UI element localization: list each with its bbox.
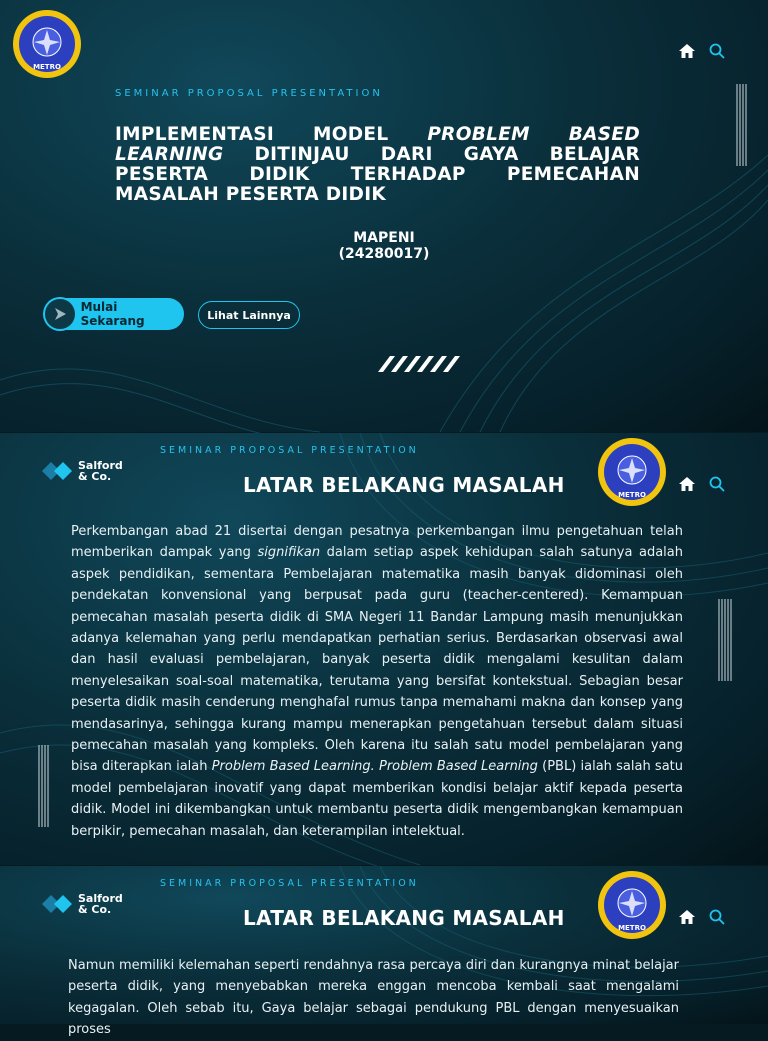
start-button[interactable]	[44, 298, 184, 330]
eyebrow-text: SEMINAR PROPOSAL PRESENTATION	[160, 878, 419, 889]
salford-logo-icon	[42, 894, 74, 914]
decorative-vertical-lines	[38, 745, 52, 831]
background-slide-2	[0, 866, 768, 1038]
brand-line1: Salford	[78, 459, 123, 472]
decorative-stripes	[378, 356, 460, 378]
brand-line1: Salford	[78, 892, 123, 905]
eyebrow-text: SEMINAR PROPOSAL PRESENTATION	[115, 88, 383, 99]
brand-line2: & Co.	[78, 470, 112, 483]
salford-logo-icon	[42, 461, 74, 481]
home-icon[interactable]	[678, 908, 696, 930]
search-icon[interactable]	[708, 42, 726, 64]
play-icon	[43, 297, 77, 331]
see-more-button[interactable]: Lihat Lainnya	[198, 301, 300, 329]
top-nav	[678, 908, 726, 930]
search-icon[interactable]	[708, 475, 726, 497]
svg-text:METRO: METRO	[618, 924, 646, 932]
salford-brand	[42, 460, 123, 482]
background-slide-1	[0, 433, 768, 865]
brand-line2: & Co.	[78, 903, 112, 916]
top-nav	[678, 42, 726, 64]
university-seal	[597, 437, 667, 507]
university-seal	[597, 870, 667, 940]
section-heading: LATAR BELAKANG MASALAH	[243, 906, 565, 930]
eyebrow-text: SEMINAR PROPOSAL PRESENTATION	[160, 445, 419, 456]
top-nav	[678, 475, 726, 497]
presentation-title: IMPLEMENTASI MODEL PROBLEM BASED LEARNING DITINJAU DARI GAYA BELAJAR PESERTA DIDIK TERHADAP PEMECAHAN MASALAH PESERTA DIDIK	[115, 124, 641, 205]
svg-text:METRO: METRO	[33, 63, 61, 71]
section-heading: LATAR BELAKANG MASALAH	[243, 473, 565, 497]
author-id: (24280017)	[338, 246, 430, 262]
svg-text:METRO: METRO	[618, 491, 646, 499]
home-icon[interactable]	[678, 42, 696, 64]
home-icon[interactable]	[678, 475, 696, 497]
title-slide	[0, 0, 768, 432]
author-name: MAPENI	[353, 230, 415, 246]
decorative-vertical-lines	[736, 84, 748, 170]
search-icon[interactable]	[708, 908, 726, 930]
decorative-vertical-lines	[718, 599, 732, 685]
salford-brand	[42, 893, 123, 915]
body-text: Namun memiliki kelemahan seperti rendahnya rasa percaya diri dan kurangnya minat belajar peserta didik, yang menyebabkan mereka enggan mencoba kembali saat mengalami kegagalan. Oleh sebab itu, Gaya belajar sebagai pendukung PBL dengan menyesuaikan proses	[68, 958, 679, 1038]
university-seal	[12, 9, 82, 79]
start-button-label: Mulai Sekarang	[80, 300, 145, 328]
body-text: Perkembangan abad 21 disertai dengan pesatnya perkembangan ilmu pengetahuan telah memberikan dampak yang signifikan dalam setiap aspek kehidupan salah satunya adalah aspek pendidikan, sementara Pembelajaran matematika masih banyak didominasi oleh pendekatan konvensional yang berpusat pada guru (teacher-centered). Kemampuan pemecahan masalah peserta didik di SMA Negeri 11 Bandar Lampung masih menunjukkan adanya kelemahan yang perlu mendapatkan perhatian serius. Berdasarkan observasi awal dan hasil evaluasi pembelajaran, banyak peserta didik mengalami kesulitan dalam menyelesaikan soal-soal matematika, terutama yang bersifat kontekstual. Sebagian besar peserta didik masih cenderung menghafal rumus tanpa memahami makna dan konsep yang mendasarinya, sehingga kurang mampu menerapkan pengetahuan tersebut dalam situasi pemecahan masalah yang kompleks. Oleh karena itu salah satu model pembelajaran yang bisa diterapkan ialah Problem Based Learning. Problem Based Learning (PBL) ialah salah satu model pembelajaran inovatif yang dapat memberikan kondisi belajar aktif kepada peserta didik. Model ini dikembangkan untuk membantu peserta didik mengembangkan kemampuan berpikir, pemecahan masalah, dan keterampilan intelektual.	[71, 524, 684, 839]
